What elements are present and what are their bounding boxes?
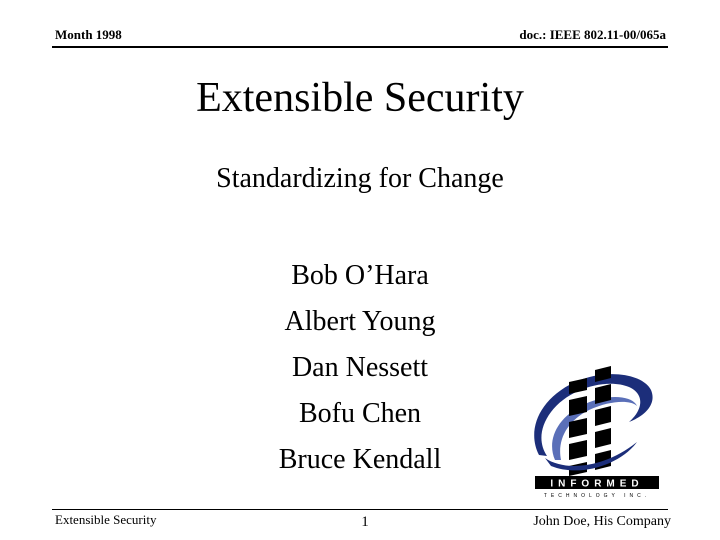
author-name: Bofu Chen [298, 398, 422, 429]
author-name: Albert Young [284, 306, 436, 337]
logo-swoosh [534, 374, 652, 456]
logo-wordmark: INFORMED [550, 478, 644, 490]
header-rule [52, 46, 668, 48]
author-name: Bruce Kendall [278, 444, 442, 475]
author-name: Dan Nessett [291, 352, 429, 383]
slide-title: Extensible Security [196, 75, 524, 121]
footer-rule [52, 509, 668, 510]
slide-subtitle: Standardizing for Change [216, 163, 504, 194]
page-number: 1 [361, 514, 369, 530]
informed-technology-logo [525, 360, 665, 500]
logo-tagline: TECHNOLOGY INC. [543, 493, 651, 499]
author-name: Bob O’Hara [291, 260, 429, 291]
header-doc-id: doc.: IEEE 802.11-00/065a [519, 27, 666, 42]
footer-author: John Doe, His Company [533, 514, 671, 529]
logo-swoosh-inner [552, 397, 637, 460]
footer-title: Extensible Security [55, 512, 157, 527]
logo-mark-left [569, 378, 587, 476]
header-date: Month 1998 [55, 27, 122, 42]
